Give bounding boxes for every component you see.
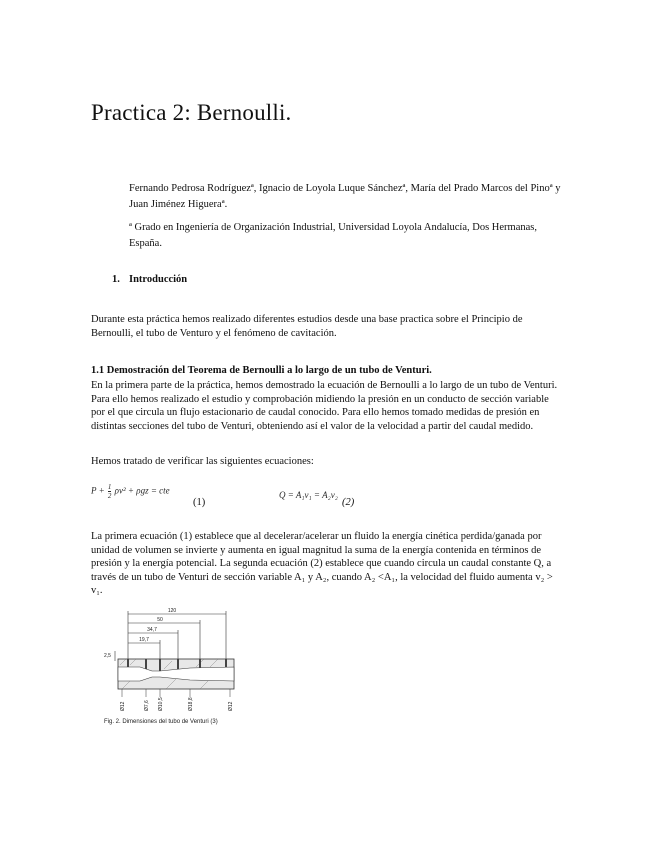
section-title: Introducción (129, 274, 188, 285)
equation-1-number: (1) (193, 497, 206, 508)
demo-paragraph: En la primera parte de la práctica, hemos demostrado la ecuación de Bernoulli a lo largo de un tubo de Venturi. Para ello hemos realizado el estudio y comprobación midiendo la presión en un conducto de sección variable por el que circula un flujo estacionario de caudal conocido. Para ello hemos tomado medidas de presión en distintas secciones del tubo de Venturi, obteniendo así el valor de la velocidad a partir del caudal medido. (91, 380, 558, 432)
equation-bernoulli-left: P + (91, 485, 105, 496)
diameter-label: Ø18,8 (188, 697, 194, 711)
figure-caption: Fig. 2. Dimensiones del tubo de Venturi (3) (104, 719, 218, 725)
diameter-label: Ø12 (228, 701, 234, 711)
affiliation: ª Grado en Ingeniería de Organización Industrial, Universidad Loyola Andalucía, Dos Hermanas, España. (129, 222, 537, 249)
fraction-numerator: 1 (107, 483, 112, 491)
dimension-2-5: 2,5 (104, 653, 111, 659)
section-heading-introduccion (112, 274, 187, 285)
equation-continuity: Q = A₁v₁ = A₂v₂ (279, 490, 338, 500)
equation-fraction (108, 483, 112, 500)
dimension-34-7: 34,7 (147, 627, 157, 633)
dimension-19-7: 19,7 (139, 637, 149, 643)
equation-bernoulli-right: ρv² + ρgz = cte (114, 485, 170, 496)
equation-2-number: (2) (342, 497, 355, 508)
subsection-heading-bernoulli: 1.1 Demostración del Teorema de Bernoulli a lo largo de un tubo de Venturi. (91, 365, 432, 376)
document-title: Practica 2: Bernoulli. (91, 100, 292, 125)
verify-paragraph: Hemos tratado de verificar las siguientes ecuaciones: (91, 456, 314, 467)
diameter-label: Ø12 (120, 701, 126, 711)
intro-paragraph: Durante esta práctica hemos realizado diferentes estudios desde una base practica sobre el Principio de Bernoulli, el tubo de Venturo y el fenómeno de cavitación. (91, 314, 523, 339)
explanation-paragraph: La primera ecuación (1) establece que al decelerar/acelerar un fluido la energía cinética perdida/ganada por unidad de volumen se invierte y aumenta en igual magnitud la suma de la energía contenida en términos de presión y la energía potencial. La segunda ecuación (2) establece que cuando circula un caudal constante Q, a través de un tubo de Venturi de sección variable A₁ y A₂, cuando A₂ <A₁, la velocidad del fluido aumenta v₂ > v₁. (91, 531, 553, 596)
equation-bernoulli (91, 483, 170, 500)
diameter-label: Ø7,6 (144, 700, 150, 711)
venturi-tube-diagram (100, 603, 250, 713)
fraction-denominator: 2 (107, 492, 112, 500)
section-number: 1. (112, 274, 120, 285)
dimension-50: 50 (157, 617, 163, 623)
dimension-120: 120 (167, 608, 177, 614)
diameter-label: Ø10,5 (158, 697, 164, 711)
author-list: Fernando Pedrosa Rodríguezª, Ignacio de Loyola Luque Sánchezª, María del Prado Marcos del Pinoª y Juan Jiménez Higueraª. (129, 183, 561, 210)
